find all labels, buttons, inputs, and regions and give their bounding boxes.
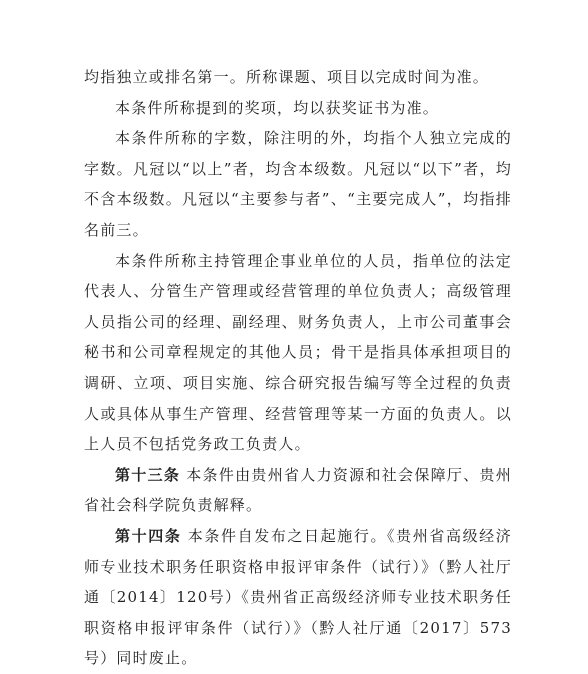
paragraph-text: 均指独立或排名第一。所称课题、项目以完成时间为准。 <box>84 68 490 86</box>
paragraph-word-count-definition <box>84 123 512 245</box>
paragraph-text: 本条件所称的字数，除注明的外，均指个人独立完成的字数。凡冠以“以上”者，均含本级数。凡冠以“以下”者，均不含本级数。凡冠以“主要参与者”、“主要完成人”，均指排名前三。 <box>84 129 512 239</box>
article-text: 本条件自发布之日起施行。《贵州省高级经济师专业技术职务任职资格申报评审条件（试行）》（黔人社厅通〔2014〕120号）《贵州省正高级经济师专业技术职务任职资格申报评审条件（试行）》（黔人社厅通〔2017〕573号）同时废止。 <box>84 526 512 668</box>
article-13 <box>84 460 512 521</box>
document-page <box>84 62 512 674</box>
paragraph-text: 本条件所称主持管理企事业单位的人员，指单位的法定代表人、分管生产管理或经营管理的单位负责人；高级管理人员指公司的经理、副经理、财务负责人，上市公司董事会秘书和公司章程规定的其他人员；骨干是指具体承担项目的调研、立项、项目实施、综合研究报告编写等全过程的负责人或具体从事生产管理、经营管理等某一方面的负责人。以上人员不包括党务政工负责人。 <box>84 251 512 454</box>
article-text: 本条件由贵州省人力资源和社会保障厅、贵州省社会科学院负责解释。 <box>84 465 512 515</box>
paragraph-personnel-definition <box>84 246 512 460</box>
article-14 <box>84 521 512 674</box>
article-number: 第十三条 <box>115 465 181 484</box>
paragraph-text: 本条件所称提到的奖项，均以获奖证书为准。 <box>115 98 440 117</box>
paragraph-continuation <box>84 62 512 93</box>
article-number: 第十四条 <box>115 526 182 545</box>
paragraph-award-definition <box>84 93 512 124</box>
